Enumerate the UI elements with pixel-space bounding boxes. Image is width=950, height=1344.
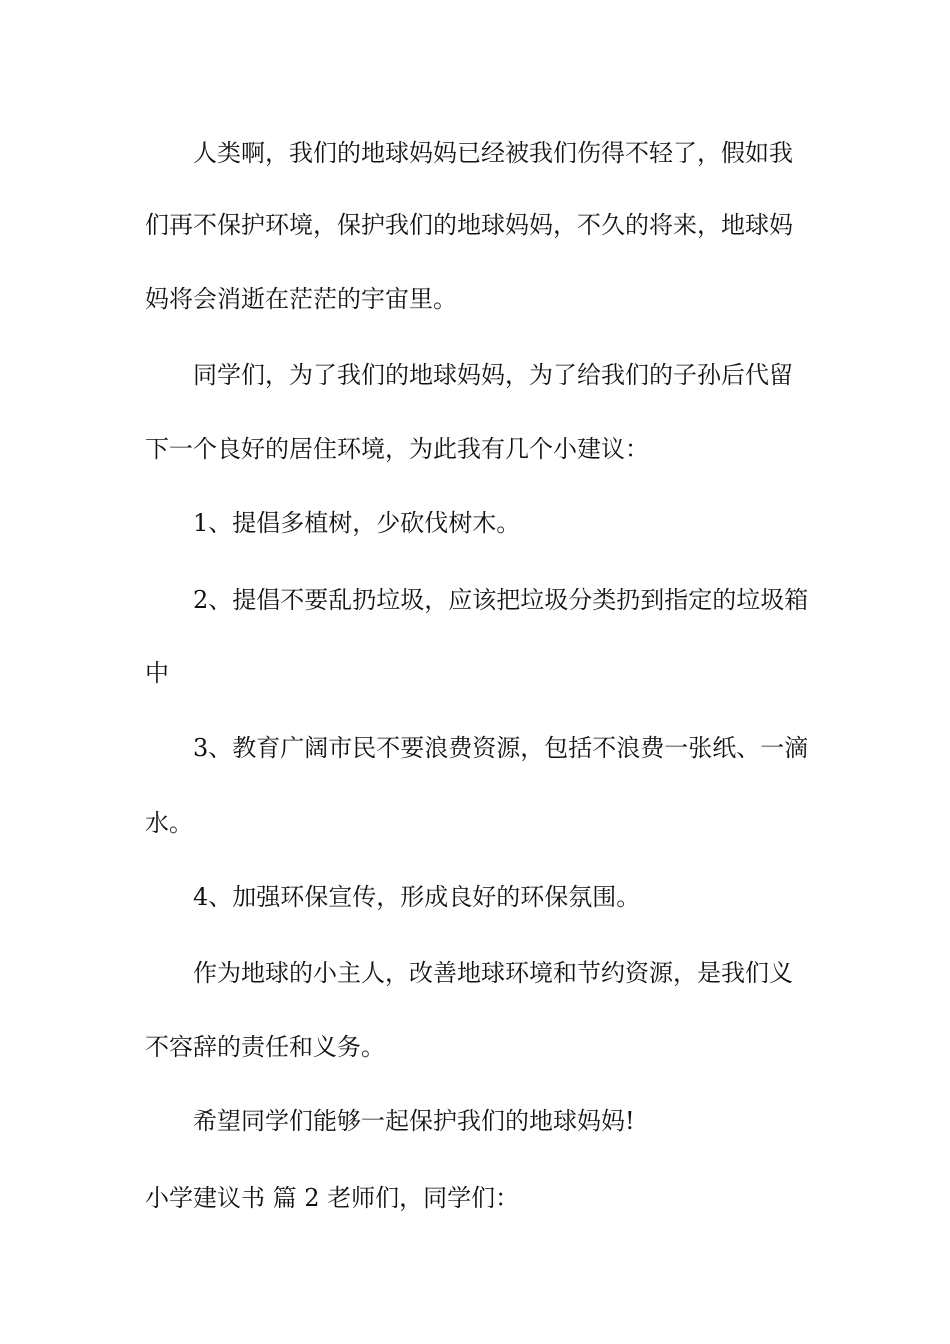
suggestion-3-line-2: 水。 [145, 809, 193, 837]
paragraph-2-line-1: 同学们，为了我们的地球妈妈，为了给我们的子孙后代留 [193, 361, 793, 389]
paragraph-1-line-2: 们再不保护环境，保护我们的地球妈妈，不久的将来，地球妈 [145, 211, 793, 239]
suggestion-2-line-1: 2、提倡不要乱扔垃圾，应该把垃圾分类扔到指定的垃圾箱 [193, 586, 809, 614]
paragraph-3-line-2: 不容辞的责任和义务。 [145, 1033, 385, 1061]
suggestion-1: 1、提倡多植树，少砍伐树木。 [193, 509, 521, 537]
paragraph-1-line-1: 人类啊，我们的地球妈妈已经被我们伤得不轻了，假如我 [193, 139, 793, 167]
section-heading: 小学建议书 篇 2 老师们，同学们： [145, 1184, 520, 1212]
paragraph-1-line-3: 妈将会消逝在茫茫的宇宙里。 [145, 285, 457, 313]
closing-sentence: 希望同学们能够一起保护我们的地球妈妈! [193, 1107, 635, 1135]
paragraph-3-line-1: 作为地球的小主人，改善地球环境和节约资源，是我们义 [193, 959, 793, 987]
suggestion-3-line-1: 3、教育广阔市民不要浪费资源，包括不浪费一张纸、一滴 [193, 734, 809, 762]
paragraph-2-line-2: 下一个良好的居住环境，为此我有几个小建议： [145, 435, 649, 463]
suggestion-4: 4、加强环保宣传，形成良好的环保氛围。 [193, 883, 641, 911]
suggestion-2-line-2: 中 [145, 659, 169, 687]
